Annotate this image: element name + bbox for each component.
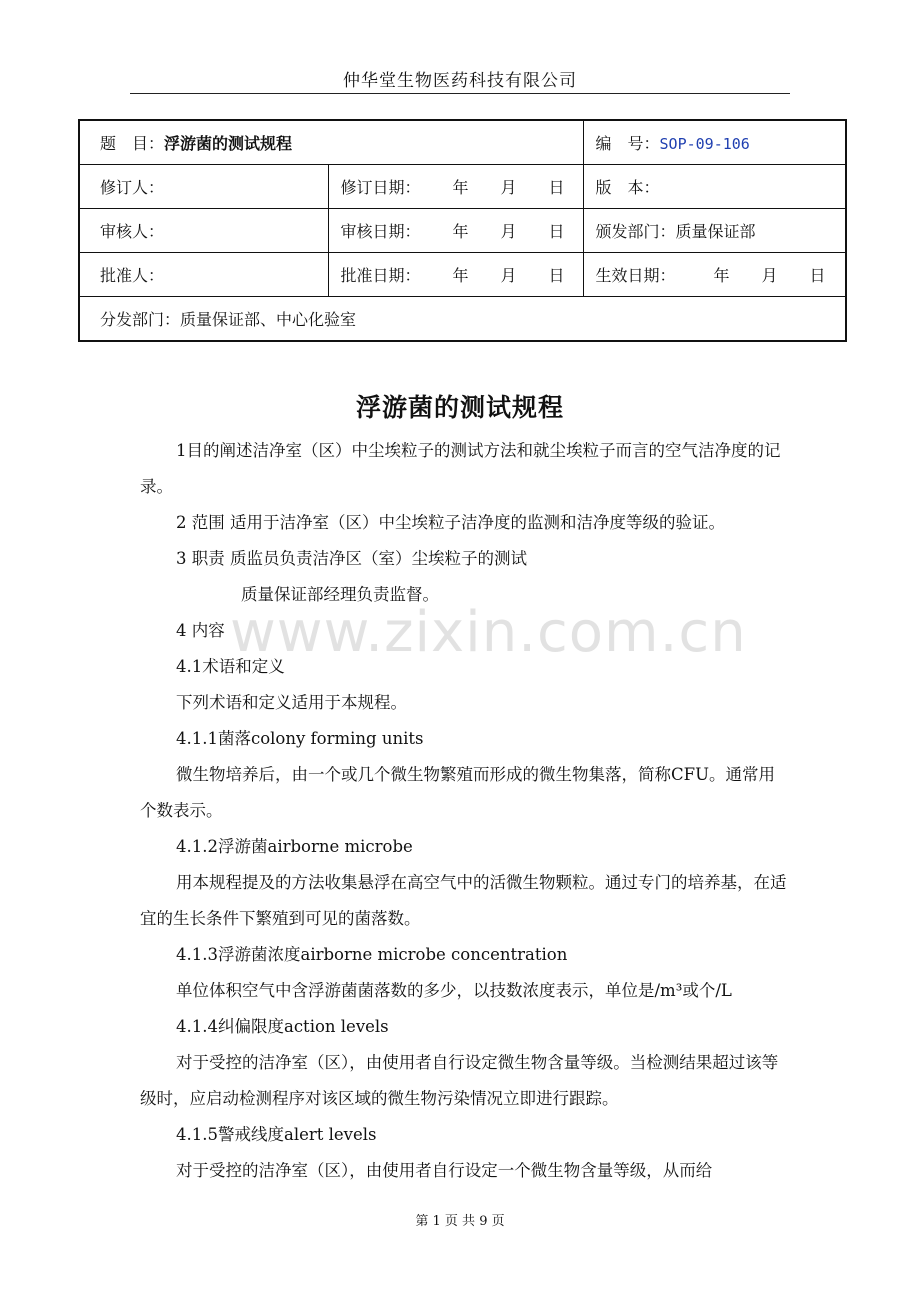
page-footer: 第 1 页 共 9 页 bbox=[415, 1214, 505, 1229]
revise-date-cell bbox=[328, 165, 583, 209]
section-responsibility-cont: 质量保证部经理负责监督。 bbox=[241, 585, 439, 604]
year-mark: 年 bbox=[452, 222, 469, 241]
effective-date-label: 生效日期： bbox=[595, 266, 676, 285]
paragraph: 对于受控的洁净室（区），由使用者自行设定微生物含量等级。当检测结果超过该等级时，应启动检测程序对该区域的微生物污染情况立即进行跟踪。 bbox=[140, 1053, 779, 1108]
issue-dept-cell: 颁发部门：质量保证部 bbox=[583, 209, 846, 253]
section-4-1-2-heading: 4.1.2浮游菌airborne microbe bbox=[176, 837, 413, 856]
document-title: 浮游菌的测试规程 bbox=[355, 393, 564, 422]
month-mark: 月 bbox=[500, 266, 517, 285]
section-4-1-5-heading: 4.1.5警戒线度alert levels bbox=[176, 1125, 377, 1144]
day-mark: 日 bbox=[809, 266, 826, 285]
month-mark: 月 bbox=[500, 222, 517, 241]
number-cell bbox=[583, 120, 846, 165]
review-date-cell bbox=[328, 209, 583, 253]
reviser-cell: 修订人： bbox=[79, 165, 328, 209]
reviewer-cell: 审核人： bbox=[79, 209, 328, 253]
year-mark: 年 bbox=[452, 178, 469, 197]
section-4-1-4-heading: 4.1.4纠偏限度action levels bbox=[176, 1017, 389, 1036]
month-mark: 月 bbox=[500, 178, 517, 197]
approve-date-cell bbox=[328, 253, 583, 297]
paragraph: 单位体积空气中含浮游菌菌落数的多少，以技数浓度表示，单位是/m³或个/L bbox=[176, 981, 732, 1000]
company-header: 仲华堂生物医药科技有限公司 bbox=[343, 71, 577, 91]
number-value: SOP-09-106 bbox=[659, 135, 750, 153]
paragraph: 微生物培养后，由一个或几个微生物繁殖而形成的微生物集落，简称CFU。通常用个数表示。 bbox=[140, 765, 775, 820]
approve-date-ymd bbox=[421, 263, 565, 286]
approve-date-label: 批准日期： bbox=[340, 266, 421, 285]
review-date-ymd bbox=[421, 219, 565, 242]
year-mark: 年 bbox=[452, 266, 469, 285]
header-divider bbox=[130, 93, 790, 94]
section-4-1-3-heading: 4.1.3浮游菌浓度airborne microbe concentration bbox=[176, 945, 568, 964]
paragraph: 下列术语和定义适用于本规程。 bbox=[176, 693, 407, 712]
paragraph: 对于受控的洁净室（区），由使用者自行设定一个微生物含量等级，从而给 bbox=[176, 1161, 713, 1180]
distribution-cell: 分发部门：质量保证部、中心化验室 bbox=[79, 297, 846, 342]
paragraph: 用本规程提及的方法收集悬浮在高空气中的活微生物颗粒。通过专门的培养基，在适宜的生长条件下繁殖到可见的菌落数。 bbox=[140, 873, 787, 928]
document-control-table bbox=[78, 119, 847, 342]
effective-date-cell bbox=[583, 253, 846, 297]
number-label: 编 号： bbox=[595, 134, 660, 153]
section-content: 4 内容 bbox=[176, 621, 225, 640]
review-date-label: 审核日期： bbox=[340, 222, 421, 241]
effective-date-ymd bbox=[682, 263, 826, 286]
revise-date-label: 修订日期： bbox=[340, 178, 421, 197]
document-body bbox=[140, 433, 790, 1189]
section-purpose: 1目的阐述洁净室（区）中尘埃粒子的测试方法和就尘埃粒子而言的空气洁净度的记录。 bbox=[140, 441, 781, 496]
version-cell: 版 本： bbox=[583, 165, 846, 209]
month-mark: 月 bbox=[761, 266, 778, 285]
approver-cell: 批准人： bbox=[79, 253, 328, 297]
section-4-1-heading: 4.1术语和定义 bbox=[176, 657, 285, 676]
day-mark: 日 bbox=[548, 266, 565, 285]
title-cell bbox=[79, 120, 583, 165]
section-responsibility: 3 职责 质监员负责洁净区（室）尘埃粒子的测试 bbox=[176, 549, 527, 568]
title-label: 题 目： bbox=[100, 134, 165, 153]
day-mark: 日 bbox=[548, 222, 565, 241]
revise-date-ymd bbox=[421, 175, 565, 198]
day-mark: 日 bbox=[548, 178, 565, 197]
title-value: 浮游菌的测试规程 bbox=[164, 134, 293, 153]
section-scope: 2 范围 适用于洁净室（区）中尘埃粒子洁净度的监测和洁净度等级的验证。 bbox=[176, 513, 725, 532]
year-mark: 年 bbox=[713, 266, 730, 285]
section-4-1-1-heading: 4.1.1菌落colony forming units bbox=[176, 729, 424, 748]
watermark: www.zixin.com.cn bbox=[230, 600, 747, 665]
